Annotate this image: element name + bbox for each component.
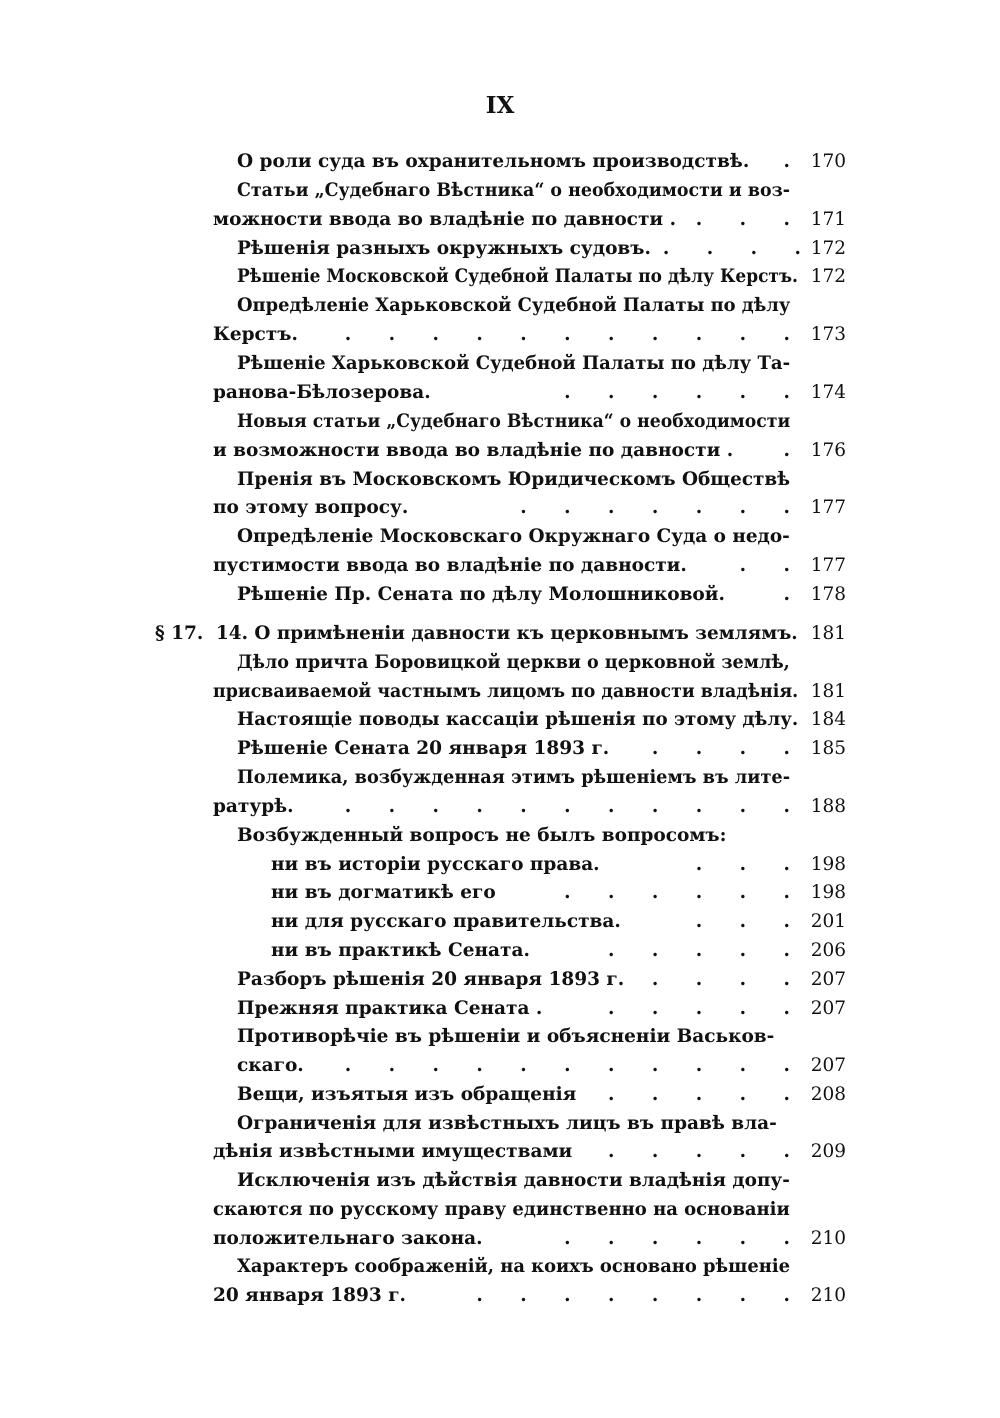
entry-title: Опредѣленіе Харьковской Судебной Палаты по дѣлу [237,295,791,316]
toc-entry [0,1196,1000,1224]
entry-title: Разборъ рѣшенія 20 января 1893 г. [237,969,625,990]
entry-title: Настоящіе поводы кассаціи рѣшенія по этому дѣлу. [237,709,799,730]
toc-entry [0,177,1000,205]
page-ref: 184 [810,709,846,730]
entry-title: Рѣшеніе Харьковской Судебной Палаты по дѣлу Та- [237,353,791,374]
dot-leader: . . . . . . [564,882,790,903]
toc-entry [0,1225,1000,1253]
dot-leader: . . . . . . [564,1228,790,1249]
toc-entry [0,735,1000,763]
toc-entry [0,1023,1000,1051]
page-ref: 198 [810,882,846,903]
entry-title: присваиваемой частнымъ лицомъ по давности владѣнія. [213,681,799,702]
dot-leader: . . . . . [608,998,790,1019]
dot-leader: . . . . . . . . . . . [344,1055,790,1076]
toc-entry [0,1253,1000,1281]
dot-leader: . . . [695,854,790,875]
page-ref: 201 [810,911,846,932]
page-ref: 188 [810,796,846,817]
entry-title: по этому вопросу. [213,497,409,518]
entry-title: Рѣшеніе Московской Судебной Палаты по дѣлу Керстъ. [237,266,798,287]
toc-entry [0,1282,1000,1310]
dot-leader: . . . . [651,969,790,990]
entry-title: Рѣшенія разныхъ окружныхъ судовъ. [237,238,651,259]
entry-title: ратурѣ. [213,796,294,817]
dot-leader: . . . [695,911,790,932]
toc-entry [0,466,1000,494]
page-ref: 210 [810,1228,846,1249]
toc-entry [0,350,1000,378]
entry-title: положительнаго закона. [213,1228,483,1249]
toc-entry [0,793,1000,821]
toc-entry [0,966,1000,994]
entry-title: Вещи, изъятыя изъ обращенія [237,1084,577,1105]
entry-title: можности ввода во владѣніе по давности . [213,209,677,230]
toc-entry [0,851,1000,879]
dot-leader: . . [739,555,790,576]
toc-entry [0,706,1000,734]
page-ref: 174 [810,382,846,403]
toc-entry [0,292,1000,320]
entry-title: скаются по русскому праву единственно на основаніи [213,1199,790,1220]
toc-entry [0,937,1000,965]
dot-leader: . . . . [662,238,801,259]
entry-title: Исключенія изъ дѣйствія давности владѣнія допу- [237,1170,790,1191]
page-number: IX [485,92,515,119]
toc-entry [0,822,1000,850]
toc-entry [0,678,1000,706]
toc-entry [0,523,1000,551]
dot-leader: . . . [695,209,790,230]
entry-title: Рѣшеніе Сената 20 января 1893 г. [237,738,610,759]
entry-title: ни въ исторіи русскаго права. [271,854,600,875]
entry-title: и возможности ввода во владѣніе по давности . [213,440,734,461]
dot-leader: . [783,584,790,605]
toc-entry [0,494,1000,522]
page-ref: 171 [810,209,846,230]
entry-title: Противорѣчіе въ рѣшеніи и объясненіи Васьков- [237,1026,775,1047]
dot-leader: . . . . . [608,940,790,961]
page-ref: 210 [810,1285,846,1306]
page-ref: 209 [810,1141,846,1162]
entry-title: Характеръ соображеній, на коихъ основано рѣшеніе [237,1256,791,1277]
entry-title: ранова-Бѣлозерова. [213,382,431,403]
toc-entry [0,1167,1000,1195]
page-ref: 207 [810,1055,846,1076]
page-ref: 173 [810,324,846,345]
entry-title: пустимости ввода во владѣніе по давности. [213,555,687,576]
dot-leader: . . . . . . . . . . . [344,324,790,345]
toc-entry [0,1138,1000,1166]
dot-leader: . [783,151,790,172]
entry-title: Ограниченія для извѣстныхъ лицъ въ правѣ вла- [237,1113,777,1134]
entry-title: Прежняя практика Сената . [237,998,543,1019]
toc-entry [0,1110,1000,1138]
toc-entry [0,408,1000,436]
dot-leader: . . . . . [608,1084,790,1105]
toc-entry [0,620,1000,648]
toc-entry [0,649,1000,677]
entry-title: О роли суда въ охранительномъ производствѣ. [237,151,750,172]
entry-title: Пренія въ Московскомъ Юридическомъ Обществѣ [237,469,791,490]
entry-title: Статьи „Судебнаго Вѣстника“ о необходимости и воз- [237,180,790,201]
toc-entry [0,879,1000,907]
entry-title: скаго. [237,1055,304,1076]
page-ref: 206 [810,940,846,961]
toc-entry [0,1052,1000,1080]
dot-leader: . . . . . . . . . . . [344,796,790,817]
entry-title: 20 января 1893 г. [213,1285,406,1306]
entry-title: дѣнія извѣстными имуществами [213,1141,573,1162]
toc-entry [0,1081,1000,1109]
dot-leader: . . . . . . . . [476,1285,790,1306]
page-ref: 207 [810,998,846,1019]
toc-entry [0,581,1000,609]
entry-title: ни для русскаго правительства. [271,911,621,932]
toc-entry [0,437,1000,465]
page-ref: 198 [810,854,846,875]
toc-entry [0,263,1000,291]
page-ref: 208 [810,1084,846,1105]
entry-title: Опредѣленіе Московскаго Окружнаго Суда о недо- [237,526,790,547]
toc-entry [0,995,1000,1023]
dot-leader: . . . . . . [564,382,790,403]
page-ref: 176 [810,440,846,461]
entry-title: Дѣло причта Боровицкой церкви о церковной землѣ, [237,652,790,673]
dot-leader: . [783,440,790,461]
entry-title: ни въ догматикѣ его [271,882,496,903]
page-ref: 172 [810,266,846,287]
page-ref: 178 [810,584,846,605]
toc-entry [0,552,1000,580]
page-ref: 181 [810,681,846,702]
toc-entry [0,148,1000,176]
page-ref: 181 [810,623,846,644]
page-ref: 177 [810,497,846,518]
dot-leader: . . . . . [608,1141,790,1162]
dot-leader: . . . . . . . [520,497,790,518]
page-ref: 170 [810,151,846,172]
toc-entry [0,764,1000,792]
toc-entry [0,379,1000,407]
entry-title: Возбужденный вопросъ не былъ вопросомъ: [237,825,727,846]
dot-leader: . . . . [651,738,790,759]
entry-title: 14. О примѣненіи давности къ церковнымъ землямъ. [216,623,798,644]
toc-entry [0,321,1000,349]
page-ref: 207 [810,969,846,990]
entry-title: Рѣшеніе Пр. Сената по дѣлу Молошниковой. [237,584,725,605]
toc-entry [0,908,1000,936]
page-ref: 185 [810,738,846,759]
entry-title: ни въ практикѣ Сената. [271,940,530,961]
toc-entry [0,235,1000,263]
page-ref: 177 [810,555,846,576]
entry-title: Керстъ. [213,324,298,345]
section-number: § 17. [155,623,204,644]
page-ref: 172 [810,238,846,259]
entry-title: Полемика, возбужденная этимъ рѣшеніемъ въ лите- [237,767,791,788]
toc-entry [0,206,1000,234]
entry-title: Новыя статьи „Судебнаго Вѣстника“ о необходимости [237,411,791,432]
